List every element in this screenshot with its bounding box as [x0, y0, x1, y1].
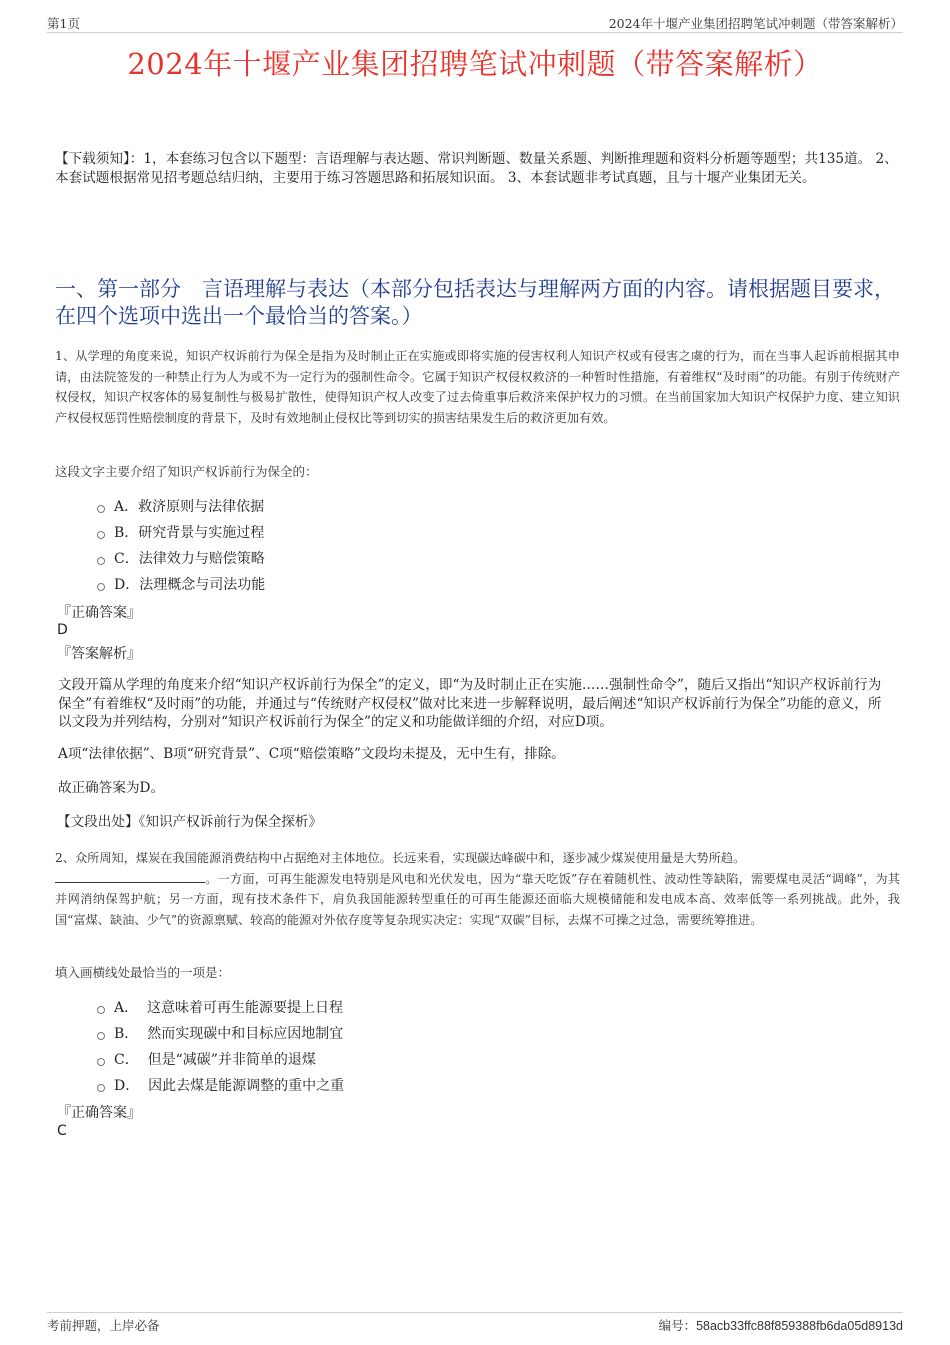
- question-1-analysis-label: 『答案解析』: [57, 646, 141, 662]
- question-2-passage: [55, 848, 900, 930]
- section-heading: 一、第一部分 言语理解与表达（本部分包括表达与理解两方面的内容。请根据题目要求，在四个选项中选出一个最恰当的答案。）: [55, 277, 895, 328]
- question-1-answer: D: [57, 622, 68, 638]
- option-label: B．研究背景与实施过程: [114, 525, 265, 541]
- question-1-passage: 1、从学理的角度来说，知识产权诉前行为保全是指为及时制止正在实施或即将实施的侵害权利人知识产权或有侵害之虞的行为，而在当事人起诉前根据其申请，由法院签发的一种禁止行为人为或不为一定行为的强制性命令。它属于知识产权侵权救济的一种暂时性措施，有着维权“及时雨”的功能。有别于传统财产权侵权，知识产权客体的易复制性与极易扩散性，使得知识产权人改变了过去倚重事后救济来保护权力的习惯。在当前国家加大知识产权保护力度、建立知识产权侵权惩罚性赔偿制度的背景下，及时有效地制止侵权比等到切实的损害结果发生后的救济更加有效。: [55, 349, 900, 425]
- option-label: D． 因此去煤是能源调整的重中之重: [114, 1078, 345, 1094]
- document-id-code: 58acb33ffc88f859388fb6da05d8913d: [696, 1319, 903, 1333]
- question-2-prompt: 填入画横线处最恰当的一项是：: [55, 965, 231, 980]
- question-1-conclusion: 故正确答案为D。: [58, 780, 165, 796]
- question-1-option-b[interactable]: [97, 522, 264, 542]
- question-1-option-c[interactable]: [97, 548, 265, 568]
- page-title: 2024年十堰产业集团招聘笔试冲刺题（带答案解析）: [127, 47, 823, 81]
- fill-blank-line: [55, 870, 205, 883]
- question-1-prompt: 这段文字主要介绍了知识产权诉前行为保全的：: [55, 464, 318, 479]
- passage-text: 。一方面，可再生能源发电特别是风电和光伏发电，因为“靠天吃饭”存在着随机性、波动性等缺陷，需要煤电灵活“调峰”，为其并网消纳保驾护航；另一方面，现有技术条件下，肩负我国能源转型重任的可再生能源还面临大规模储能和发电成本高、效率低等一系列挑战。此外，我国“富煤、缺油、少气”的资源禀赋、较高的能源对外依存度等复杂现实决定：实现“双碳”目标，去煤不可操之过急，需要统筹推进。: [55, 871, 900, 927]
- question-2-option-d[interactable]: [97, 1075, 344, 1095]
- question-2-option-c[interactable]: [97, 1049, 316, 1069]
- question-1-option-d[interactable]: [97, 574, 265, 594]
- page-header: [47, 12, 903, 33]
- question-1-analysis-paragraph: A项“法律依据”、B项“研究背景”、C项“赔偿策略”文段均未提及，无中生有，排除。: [58, 746, 565, 762]
- header-doc-title: 2024年十堰产业集团招聘笔试冲刺题（带答案解析）: [608, 16, 903, 31]
- question-2-answer-label: 『正确答案』: [57, 1105, 141, 1121]
- question-1-source: 【文段出处】《知识产权诉前行为保全探析》: [57, 814, 323, 830]
- footer-slogan: 考前押题，上岸必备: [47, 1318, 160, 1333]
- option-label: A．救济原则与法律依据: [114, 499, 265, 515]
- radio-icon[interactable]: [97, 583, 105, 591]
- question-1-option-a[interactable]: [97, 496, 264, 516]
- radio-icon[interactable]: [97, 531, 105, 539]
- radio-icon[interactable]: [97, 1084, 105, 1092]
- question-2-option-a[interactable]: [97, 997, 343, 1017]
- question-1-answer-label: 『正确答案』: [57, 605, 141, 621]
- question-1-analysis-paragraph: 文段开篇从学理的角度来介绍“知识产权诉前行为保全”的定义，即“为及时制止正在实施……强制性命令”，随后又指出“知识产权诉前行为保全”有着维权“及时雨”的功能，并通过与“传统财产权侵权”做对比来进一步解释说明，最后阐述“知识产权诉前行为保全”功能的意义，所以文段为并列结构，分别对“知识产权诉前行为保全”的定义和功能做详细的介绍，对应D项。: [58, 677, 882, 730]
- radio-icon[interactable]: [97, 505, 105, 513]
- page-footer: [47, 1312, 903, 1335]
- passage-text: 2、众所周知，煤炭在我国能源消费结构中占据绝对主体地位。长远来看，实现碳达峰碳中和，逐步减少煤炭使用量是大势所趋。: [55, 851, 746, 865]
- radio-icon[interactable]: [97, 1006, 105, 1014]
- radio-icon[interactable]: [97, 557, 105, 565]
- download-notice: 【下载须知】：1，本套练习包含以下题型：言语理解与表达题、常识判断题、数量关系题、判断推理题和资料分析题等题型；共135道。 2、本套试题根据常见招考题总结归纳，主要用于练习答题思路和拓展知识面。 3、本套试题非考试真题，且与十堰产业集团无关。: [55, 151, 898, 186]
- option-label: D．法理概念与司法功能: [114, 577, 266, 593]
- option-label: C．法律效力与赔偿策略: [114, 551, 265, 567]
- question-2-answer: C: [57, 1123, 67, 1139]
- document-id: [659, 1316, 903, 1334]
- document-id-label: 编号：: [658, 1318, 697, 1333]
- radio-icon[interactable]: [97, 1032, 105, 1040]
- option-label: B． 然而实现碳中和目标应因地制宜: [114, 1026, 344, 1042]
- page-number: 第1页: [47, 16, 80, 31]
- option-label: C． 但是“减碳”并非简单的退煤: [114, 1052, 316, 1068]
- radio-icon[interactable]: [97, 1058, 105, 1066]
- option-label: A． 这意味着可再生能源要提上日程: [114, 1000, 344, 1016]
- question-2-option-b[interactable]: [97, 1023, 343, 1043]
